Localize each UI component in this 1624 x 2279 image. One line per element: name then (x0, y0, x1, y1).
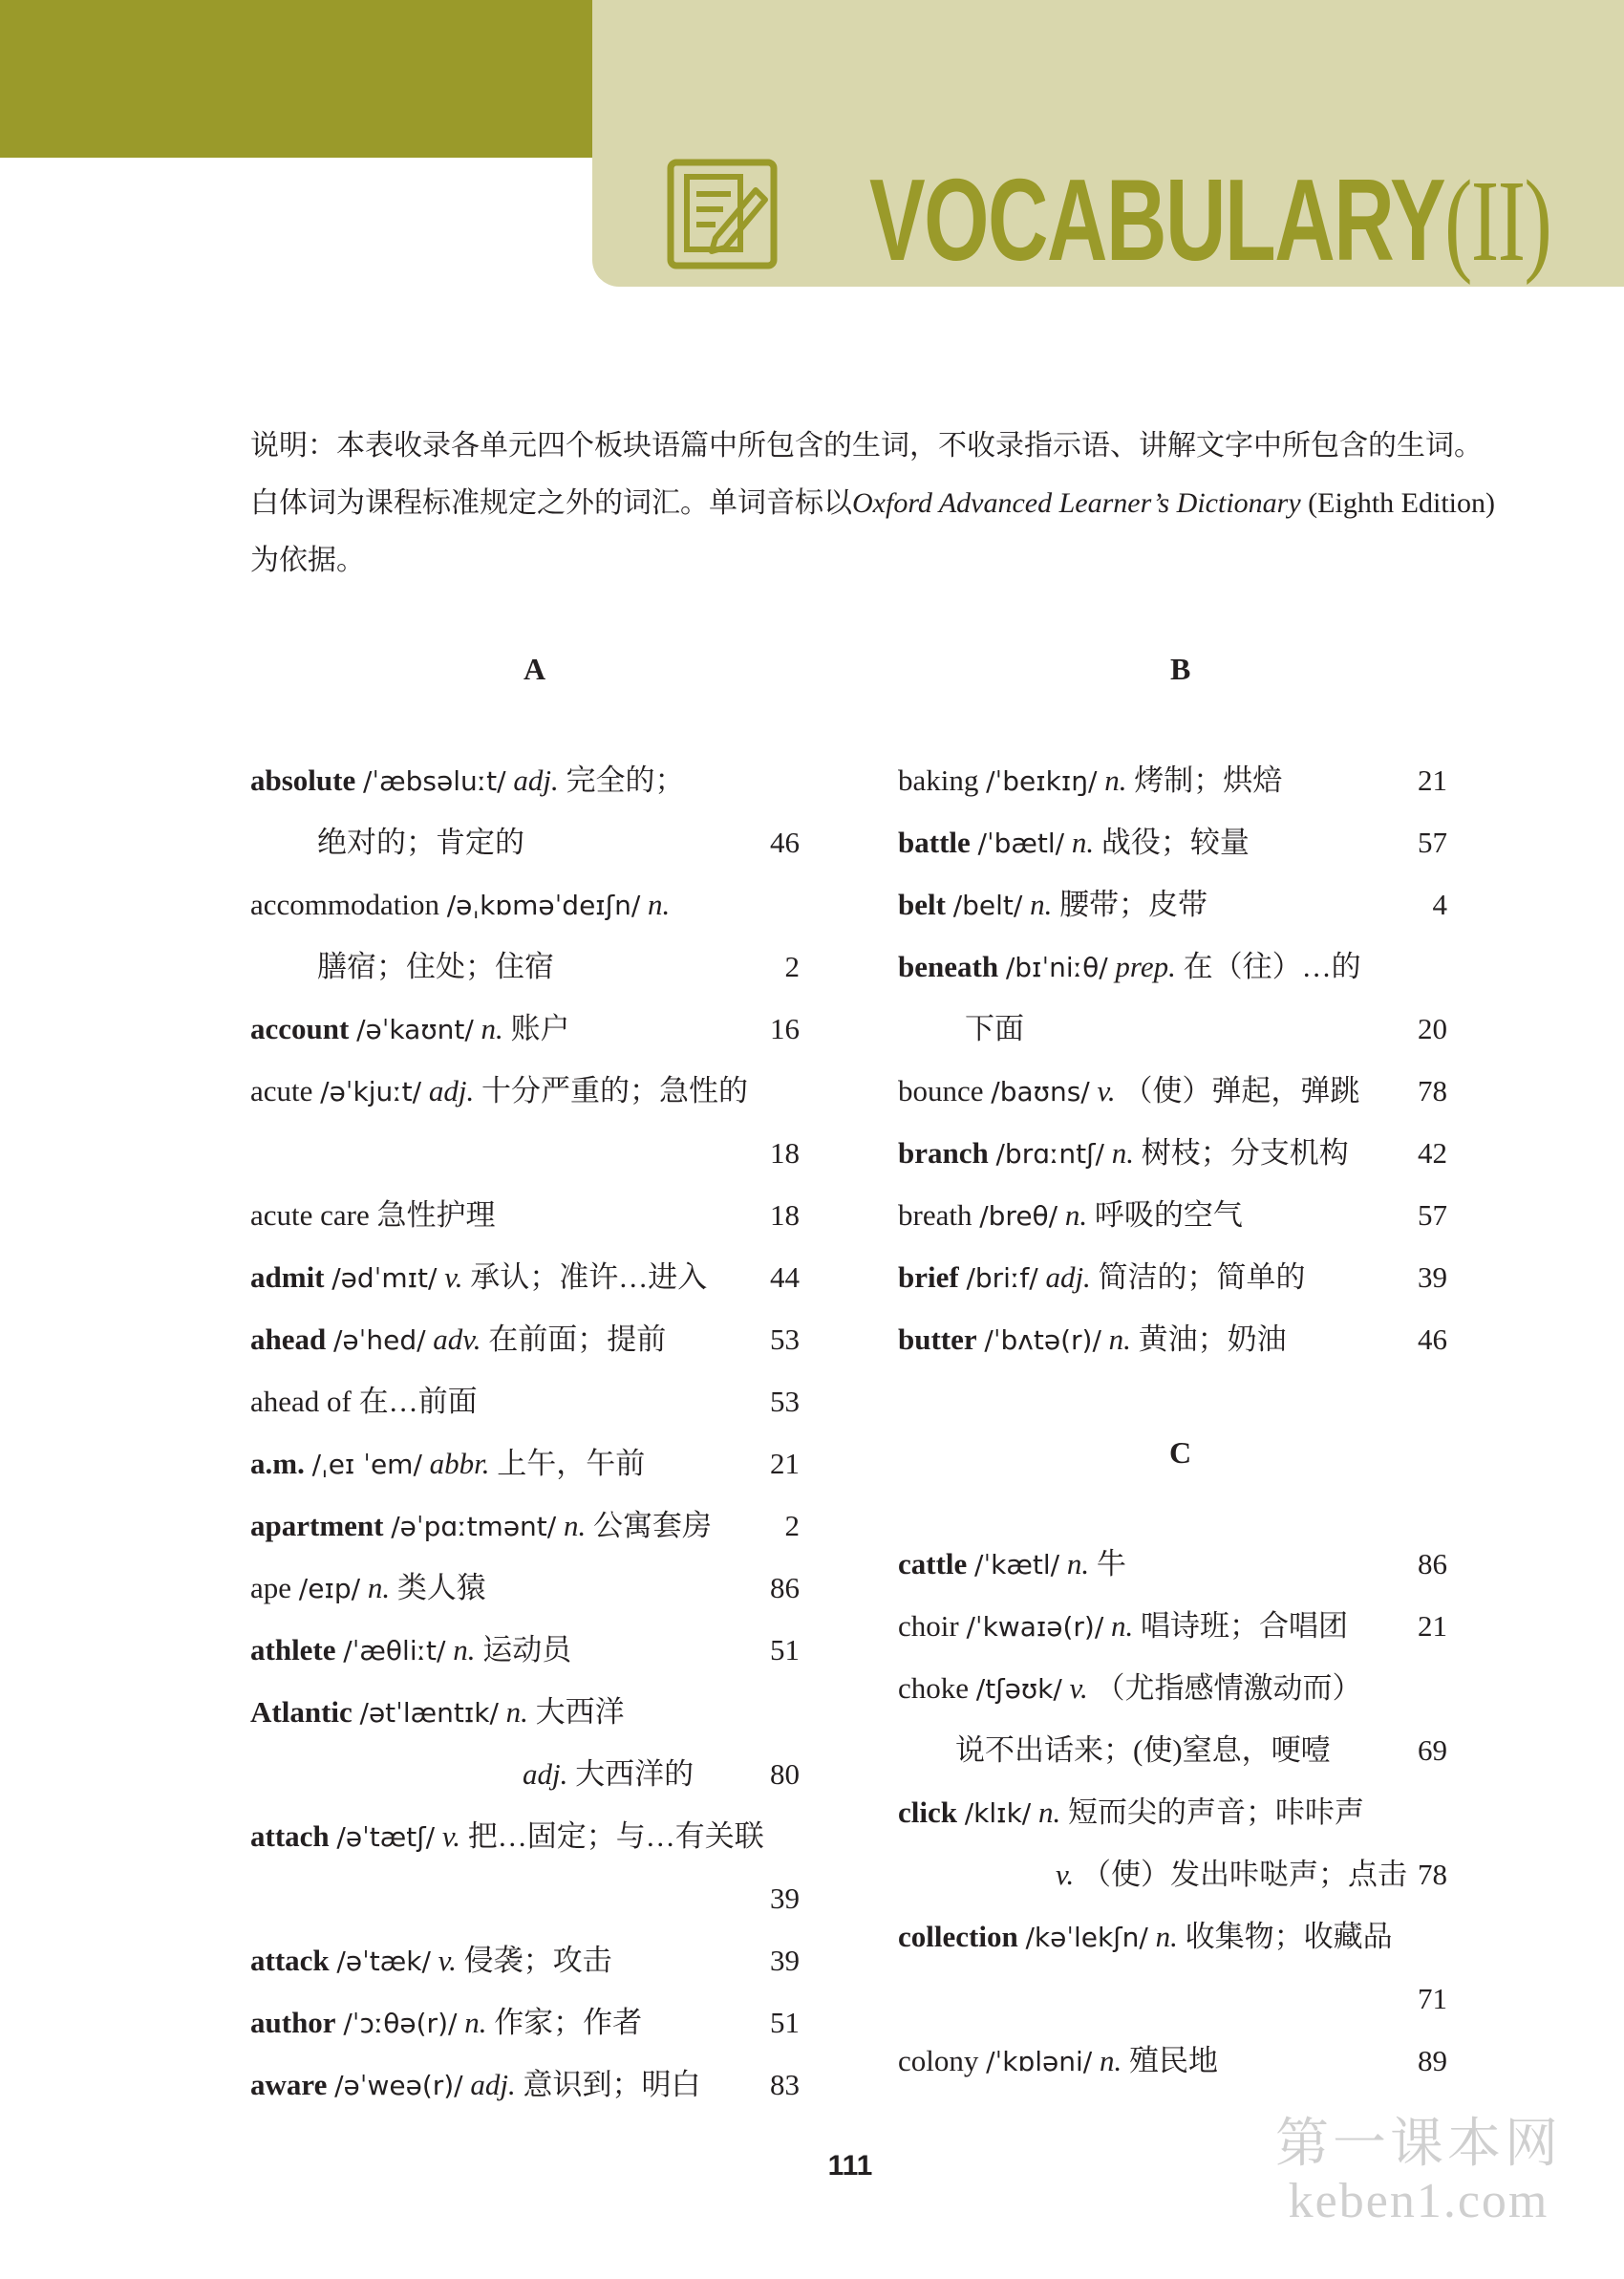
vocab-page-ref: 71 (1418, 1982, 1447, 2015)
vocab-entry-line (898, 1184, 1447, 1246)
vocab-word: a.m. (250, 1447, 305, 1480)
vocab-part-of-speech: v. (1097, 1074, 1116, 1107)
vocab-entry-line (898, 873, 1447, 935)
vocab-word: click (898, 1795, 957, 1829)
vocab-page-ref: 39 (770, 1881, 800, 1915)
vocab-entry-line (898, 935, 1447, 998)
vocab-entry-line (250, 1929, 800, 1991)
vocab-definition: 大西洋 (535, 1695, 625, 1729)
vocab-phonetic: /ˈæθliːt/ (343, 1635, 446, 1666)
vocab-word: cattle (898, 1547, 968, 1580)
vocab-word: choke (898, 1671, 970, 1705)
vocab-entry-line (898, 1905, 1447, 1967)
vocab-entry-line (898, 1122, 1447, 1184)
vocab-phonetic: /breθ/ (979, 1200, 1058, 1232)
vocab-part-of-speech: n. (1155, 1920, 1178, 1953)
vocab-page-ref: 86 (1418, 1547, 1447, 1580)
vocab-entry-line (898, 1657, 1447, 1719)
vocab-part-of-speech: v. (441, 1819, 461, 1853)
vocab-entry-line (250, 1122, 800, 1184)
vocab-entry-line (250, 873, 800, 935)
vocab-page-ref: 69 (1418, 1733, 1447, 1767)
vocab-word: ape (250, 1571, 292, 1604)
vocab-phonetic: /tʃəʊk/ (975, 1673, 1062, 1705)
vocab-part-of-speech: v. (1069, 1671, 1088, 1705)
vocab-phonetic: /əˈhed/ (333, 1324, 426, 1356)
vocab-definition: 上午，午前 (497, 1447, 646, 1480)
vocab-definition: 在（往）…的 (1183, 950, 1361, 983)
vocab-phonetic: /əˌkɒməˈdeɪʃn/ (446, 890, 641, 921)
vocab-entry-line (250, 1246, 800, 1308)
vocab-entry-line (250, 1432, 800, 1494)
vocab-definition: 把…固定；与…有关联 (467, 1819, 764, 1853)
vocab-page-ref: 86 (770, 1571, 800, 1604)
vocab-entry-line (250, 1308, 800, 1370)
watermark (1275, 2112, 1562, 2228)
vocab-word: aware (250, 2068, 328, 2101)
vocab-definition: （使）发出咔哒声；点击 (1080, 1858, 1407, 1891)
vocab-entry-line (898, 1060, 1447, 1122)
vocab-definition: 黄油；奶油 (1138, 1322, 1287, 1356)
vocab-part-of-speech: v. (438, 1944, 457, 1977)
vocab-definition: 公寓套房 (592, 1509, 712, 1542)
vocab-phonetic: /əˈkaʊnt/ (356, 1014, 474, 1045)
vocab-word: author (250, 2006, 336, 2039)
vocab-part-of-speech: n. (648, 888, 671, 921)
vocab-word: account (250, 1012, 350, 1045)
vocab-definition: 运动员 (482, 1633, 572, 1666)
section-letter-b: B (1170, 652, 1191, 686)
vocab-part-of-speech: adj. (513, 763, 559, 797)
vocab-entry-line (250, 998, 800, 1060)
vocab-part-of-speech: n. (1111, 1609, 1134, 1643)
vocab-part-of-speech: n. (1104, 763, 1127, 797)
vocab-entry-line (898, 811, 1447, 873)
vocab-phonetic: /ədˈmɪt/ (331, 1262, 438, 1294)
vocab-page-ref: 21 (1418, 1609, 1447, 1643)
vocab-definition: 收集物；收藏品 (1185, 1920, 1393, 1953)
vocab-definition: 十分严重的；急性的 (481, 1074, 748, 1107)
vocab-phonetic: /eɪp/ (298, 1573, 361, 1604)
vocab-part-of-speech: n. (1037, 1795, 1061, 1829)
vocab-part-of-speech: n. (1030, 888, 1053, 921)
vocab-entry-line (250, 1867, 800, 1929)
vocab-word: baking (898, 763, 979, 797)
vocab-part-of-speech: n. (453, 1633, 476, 1666)
intro-note (250, 418, 1495, 590)
vocab-entry-line (898, 1781, 1447, 1843)
vocab-part-of-speech: prep. (1115, 950, 1176, 983)
vocab-part-of-speech: adj. (428, 1074, 475, 1107)
note-pencil-icon (666, 158, 779, 270)
vocab-entry-line (898, 1843, 1447, 1905)
vocab-entry-line (898, 749, 1447, 811)
vocab-phonetic: /ˈkɒləni/ (986, 2046, 1093, 2077)
vocab-word: breath (898, 1198, 972, 1232)
vocab-word: ahead (250, 1322, 327, 1356)
vocab-part-of-speech: adj. (523, 1757, 568, 1791)
vocab-definition: （尤指感情激动而） (1095, 1671, 1362, 1705)
vocab-page-ref: 89 (1418, 2044, 1447, 2077)
vocab-definition: 账户 (510, 1012, 570, 1045)
vocab-entry-line (898, 1719, 1447, 1781)
vocab-page-ref: 20 (1418, 1012, 1447, 1045)
vocab-page-ref: 57 (1418, 1198, 1447, 1232)
vocab-part-of-speech: n. (1108, 1322, 1131, 1356)
vocab-page-ref: 51 (770, 1633, 800, 1666)
vocab-definition: 牛 (1096, 1547, 1126, 1580)
vocab-definition: 殖民地 (1128, 2044, 1218, 2077)
vocab-part-of-speech: n. (1066, 1547, 1090, 1580)
vocab-page-ref: 46 (770, 826, 800, 859)
vocab-entry-line (898, 1595, 1447, 1657)
vocab-phonetic: /bɪˈniːθ/ (1005, 952, 1108, 983)
vocab-word: bounce (898, 1074, 984, 1107)
vocab-part-of-speech: v. (1056, 1858, 1075, 1891)
vocab-word: athlete (250, 1633, 336, 1666)
vocab-entry-line (250, 1681, 800, 1743)
vocab-entry-line (250, 1184, 800, 1246)
vocab-definition: 短而尖的声音；咔咔声 (1067, 1795, 1364, 1829)
vocab-word: brief (898, 1260, 959, 1294)
vocab-word: Atlantic (250, 1695, 353, 1729)
vocab-word: attach (250, 1819, 330, 1853)
vocab-definition: （使）弹起，弹跳 (1122, 1074, 1360, 1107)
vocab-part-of-speech: n. (1099, 2044, 1122, 2077)
vocab-page-ref: 78 (1418, 1074, 1447, 1107)
vocab-page-ref: 57 (1418, 826, 1447, 859)
vocab-word: battle (898, 826, 971, 859)
vocab-entry-line (898, 1308, 1447, 1370)
vocab-definition: 说不出话来；(使)窒息，哽噎 (955, 1733, 1331, 1767)
intro-line-1: 说明：本表收录各单元四个板块语篇中所包含的生词，不收录指示语、讲解文字中所包含的生词。 (250, 430, 1483, 462)
vocab-page-ref: 2 (784, 950, 800, 983)
vocab-word: choir (898, 1609, 959, 1643)
vocab-phonetic: /əˈkjuːt/ (320, 1076, 422, 1107)
vocab-entry-line (898, 1967, 1447, 2030)
vocab-phonetic: /əˈtætʃ/ (336, 1821, 436, 1853)
vocab-page-ref: 39 (1418, 1260, 1447, 1294)
intro-line-2: 白体词为课程标准规定之外的词汇。单词音标以Oxford Advanced Learner’s Dictionary (Eighth Edition) (250, 487, 1495, 519)
vocab-page-ref: 18 (770, 1136, 800, 1170)
vocab-definition: 在…前面 (358, 1385, 478, 1418)
vocab-phonetic: /belt/ (952, 890, 1023, 921)
vocab-phonetic: /ˈkætl/ (974, 1549, 1060, 1580)
vocab-page-ref: 39 (770, 1944, 800, 1977)
vocab-entry-line (898, 1246, 1447, 1308)
vocab-definition: 作家；作者 (494, 2006, 643, 2039)
vocab-word: apartment (250, 1509, 384, 1542)
vocab-definition: 意识到；明白 (523, 2068, 701, 2101)
vocab-phonetic: /əˈtæk/ (336, 1946, 431, 1977)
vocab-definition: 烤制；烘焙 (1134, 763, 1283, 797)
vocab-word: absolute (250, 763, 356, 797)
vocab-phonetic: /ˈæbsəluːt/ (363, 765, 506, 797)
vocab-page-ref: 18 (770, 1198, 800, 1232)
vocab-phonetic: /ˈbeɪkɪŋ/ (986, 765, 1098, 797)
vocab-word: beneath (898, 950, 999, 983)
vocab-word: branch (898, 1136, 989, 1170)
vocab-definition: 急性护理 (376, 1198, 496, 1232)
vocab-part-of-speech: v. (444, 1260, 463, 1294)
vocab-page-ref: 4 (1432, 888, 1447, 921)
vocab-part-of-speech: n. (1111, 1136, 1134, 1170)
vocab-part-of-speech: adj. (1045, 1260, 1091, 1294)
vocab-page-ref: 2 (784, 1509, 800, 1542)
vocab-part-of-speech: n. (1064, 1198, 1088, 1232)
vocab-word: accommodation (250, 888, 439, 921)
vocab-phonetic: /əˈweə(r)/ (334, 2070, 463, 2101)
vocab-definition: 树枝；分支机构 (1141, 1136, 1349, 1170)
vocab-page-ref: 42 (1418, 1136, 1447, 1170)
vocab-word: attack (250, 1944, 330, 1977)
vocab-part-of-speech: n. (481, 1012, 503, 1045)
vocab-entry-line (250, 1060, 800, 1122)
vocab-entry-line (898, 2030, 1447, 2092)
header-band-left (0, 0, 592, 158)
vocab-definition: 侵袭；攻击 (463, 1944, 612, 1977)
vocab-definition: 完全的； (566, 763, 685, 797)
vocab-phonetic: /ˈbætl/ (977, 828, 1065, 859)
vocab-part-of-speech: n. (367, 1571, 391, 1604)
vocab-part-of-speech: n. (1071, 826, 1095, 859)
vocab-page-ref: 21 (1418, 763, 1447, 797)
vocab-phonetic: /ˈkwaɪə(r)/ (966, 1611, 1104, 1643)
vocab-page-ref: 46 (1418, 1322, 1447, 1356)
vocab-phonetic: /briːf/ (966, 1262, 1038, 1294)
vocab-definition: 膳宿；住处；住宿 (317, 950, 554, 983)
vocab-definition: 简洁的；简单的 (1098, 1260, 1306, 1294)
vocab-page-ref: 80 (770, 1757, 800, 1791)
vocab-page-ref: 16 (770, 1012, 800, 1045)
vocab-definition: 腰带；皮带 (1059, 888, 1208, 921)
vocab-entry-line (250, 935, 800, 998)
vocab-definition: 在前面；提前 (488, 1322, 667, 1356)
vocab-word: collection (898, 1920, 1018, 1953)
vocab-word: colony (898, 2044, 979, 2077)
vocab-part-of-speech: adj. (470, 2068, 516, 2101)
vocab-page-ref: 21 (770, 1447, 800, 1480)
vocab-phonetic: /klɪk/ (964, 1797, 1032, 1829)
vocab-phonetic: /əˈpɑːtmənt/ (391, 1511, 557, 1542)
vocab-definition: 绝对的；肯定的 (317, 826, 524, 859)
vocab-part-of-speech: n. (505, 1695, 528, 1729)
vocab-definition: 类人猿 (396, 1571, 486, 1604)
vocab-entry-line (250, 1991, 800, 2053)
vocab-page-ref: 44 (770, 1260, 800, 1294)
page-title: VOCABULARY(II) (869, 155, 1551, 286)
vocab-word: acute (250, 1074, 313, 1107)
vocab-word: acute care (250, 1198, 370, 1232)
vocab-definition: 唱诗班；合唱团 (1141, 1609, 1349, 1643)
vocab-entry-line (898, 998, 1447, 1060)
intro-line-3: 为依据。 (250, 545, 365, 576)
vocab-word: belt (898, 888, 946, 921)
vocab-part-of-speech: n. (563, 1509, 587, 1542)
page-title-suffix: (II) (1444, 157, 1551, 286)
vocab-page-ref: 53 (770, 1385, 800, 1418)
vocab-phonetic: /ˈɔːθə(r)/ (343, 2008, 458, 2039)
vocab-entry-line (250, 1619, 800, 1681)
watermark-line-1: 第一课本网 (1275, 2113, 1562, 2173)
vocab-entry-line (250, 1805, 800, 1867)
vocab-phonetic: /baʊns/ (991, 1076, 1090, 1107)
vocab-page-ref: 51 (770, 2006, 800, 2039)
vocab-page-ref: 53 (770, 1322, 800, 1356)
vocab-phonetic: /ətˈlæntɪk/ (359, 1697, 499, 1729)
vocab-part-of-speech: n. (464, 2006, 487, 2039)
vocab-definition: 大西洋的 (575, 1757, 694, 1791)
vocab-entry-line (250, 1494, 800, 1557)
vocab-entry-line (250, 749, 800, 811)
vocab-entry-line (250, 811, 800, 873)
vocab-entry-line (250, 1557, 800, 1619)
section-letter-a: A (524, 652, 546, 686)
vocab-word: butter (898, 1322, 977, 1356)
vocab-entry-line (898, 1533, 1447, 1595)
vocab-entry-line (250, 1370, 800, 1432)
vocab-word: admit (250, 1260, 325, 1294)
vocab-definition: 战役；较量 (1100, 826, 1250, 859)
vocab-page-ref: 83 (770, 2068, 800, 2101)
dictionary-title: Oxford Advanced Learner’s Dictionary (852, 487, 1301, 519)
vocab-definition: 下面 (965, 1012, 1024, 1045)
vocab-entry-line (250, 2053, 800, 2116)
vocab-entry-line (250, 1743, 800, 1805)
vocab-part-of-speech: abbr. (429, 1447, 490, 1480)
watermark-line-2: keben1.com (1288, 2174, 1549, 2228)
vocab-phonetic: /brɑːntʃ/ (995, 1138, 1104, 1170)
page-number: 111 (827, 2150, 873, 2182)
vocab-definition: 呼吸的空气 (1094, 1198, 1243, 1232)
section-letter-c: C (1169, 1435, 1192, 1470)
vocab-page-ref: 78 (1418, 1858, 1447, 1891)
vocab-phonetic: /ˈbʌtə(r)/ (984, 1324, 1101, 1356)
vocab-phonetic: /ˌeɪ ˈem/ (311, 1449, 422, 1480)
vocab-word: ahead of (250, 1385, 352, 1418)
vocab-phonetic: /kəˈlekʃn/ (1025, 1922, 1148, 1953)
vocab-part-of-speech: adv. (433, 1322, 481, 1356)
vocab-definition: 承认；准许…进入 (470, 1260, 708, 1294)
